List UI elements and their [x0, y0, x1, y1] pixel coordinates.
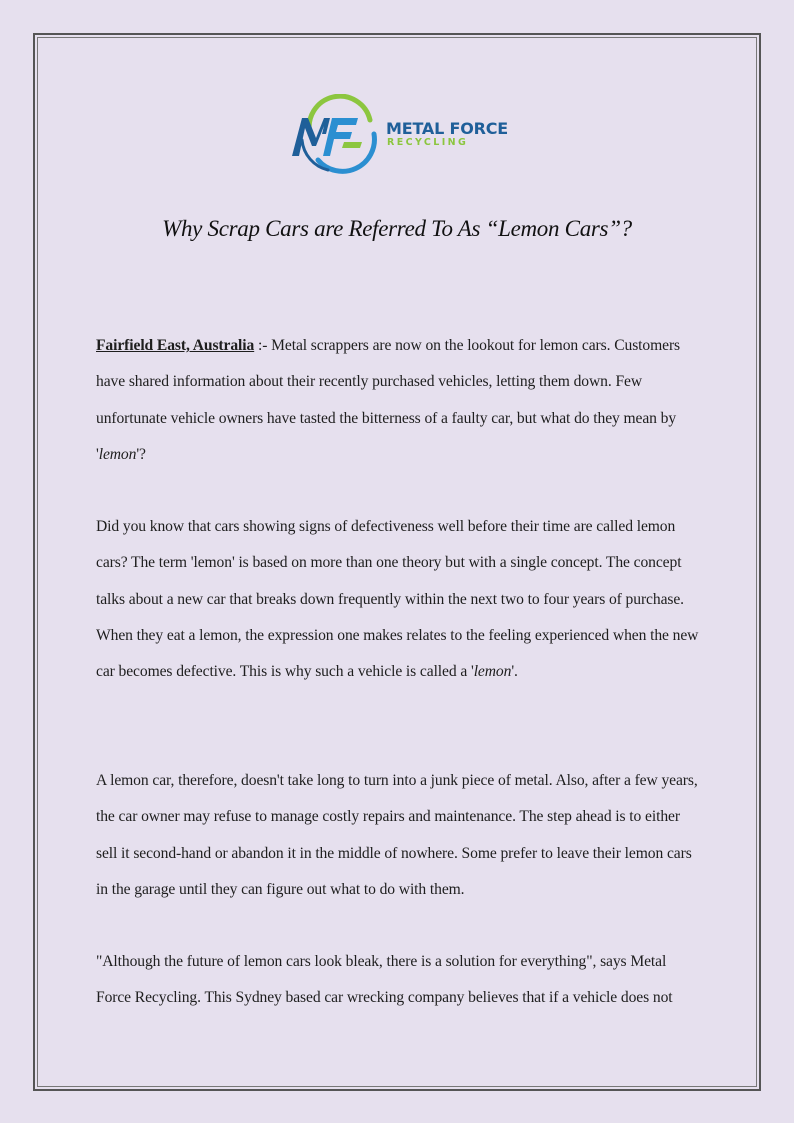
paragraph-definition [96, 509, 702, 690]
paragraph-intro [96, 328, 702, 473]
logo-company-name: METAL FORCE [386, 119, 508, 138]
paragraph-intro-text: :- Metal scrappers are now on the lookout for lemon cars. Customers have shared information about their recently purchased vehicles, letting them down. Few unfortunate vehicle owners have tasted the bitterness of a faulty car, but what do they mean by ' [96, 337, 681, 463]
paragraph-quote: "Although the future of lemon cars look bleak, there is a solution for everything", says Metal Force Recycling. This Sydney based car wrecking company believes that if a vehicle does not [96, 953, 673, 1007]
paragraph-intro-end: '? [136, 445, 146, 463]
emphasis-lemon: lemon [473, 663, 512, 681]
dateline: Fairfield East, Australia [96, 337, 255, 354]
emphasis-lemon: lemon [98, 445, 137, 463]
logo-tagline: RECYCLING [387, 137, 469, 148]
company-logo [288, 94, 508, 174]
paragraph-definition-end: '. [511, 663, 518, 681]
paragraph-definition-text: Did you know that cars showing signs of defectiveness well before their time are called lemon cars? The term 'lemon' is based on more than one theory but with a single concept. The concept talks about a new car that breaks down frequently within the next two to four years of purchase. When they eat a lemon, the expression one makes relates to the feeling experienced when the new car becomes defective. This is why such a vehicle is called a ' [96, 518, 699, 681]
metal-force-logo-mark [288, 94, 384, 174]
document-title: Why Scrap Cars are Referred To As “Lemon Cars”? [162, 216, 632, 241]
paragraph-junk: A lemon car, therefore, doesn't take long to turn into a junk piece of metal. Also, after a few years, the car owner may refuse to manage costly repairs and maintenance. The step ahead is to either sell it second-hand or abandon it in the middle of nowhere. Some prefer to leave their lemon cars in the garage until they can figure out what to do with them. [96, 772, 698, 898]
